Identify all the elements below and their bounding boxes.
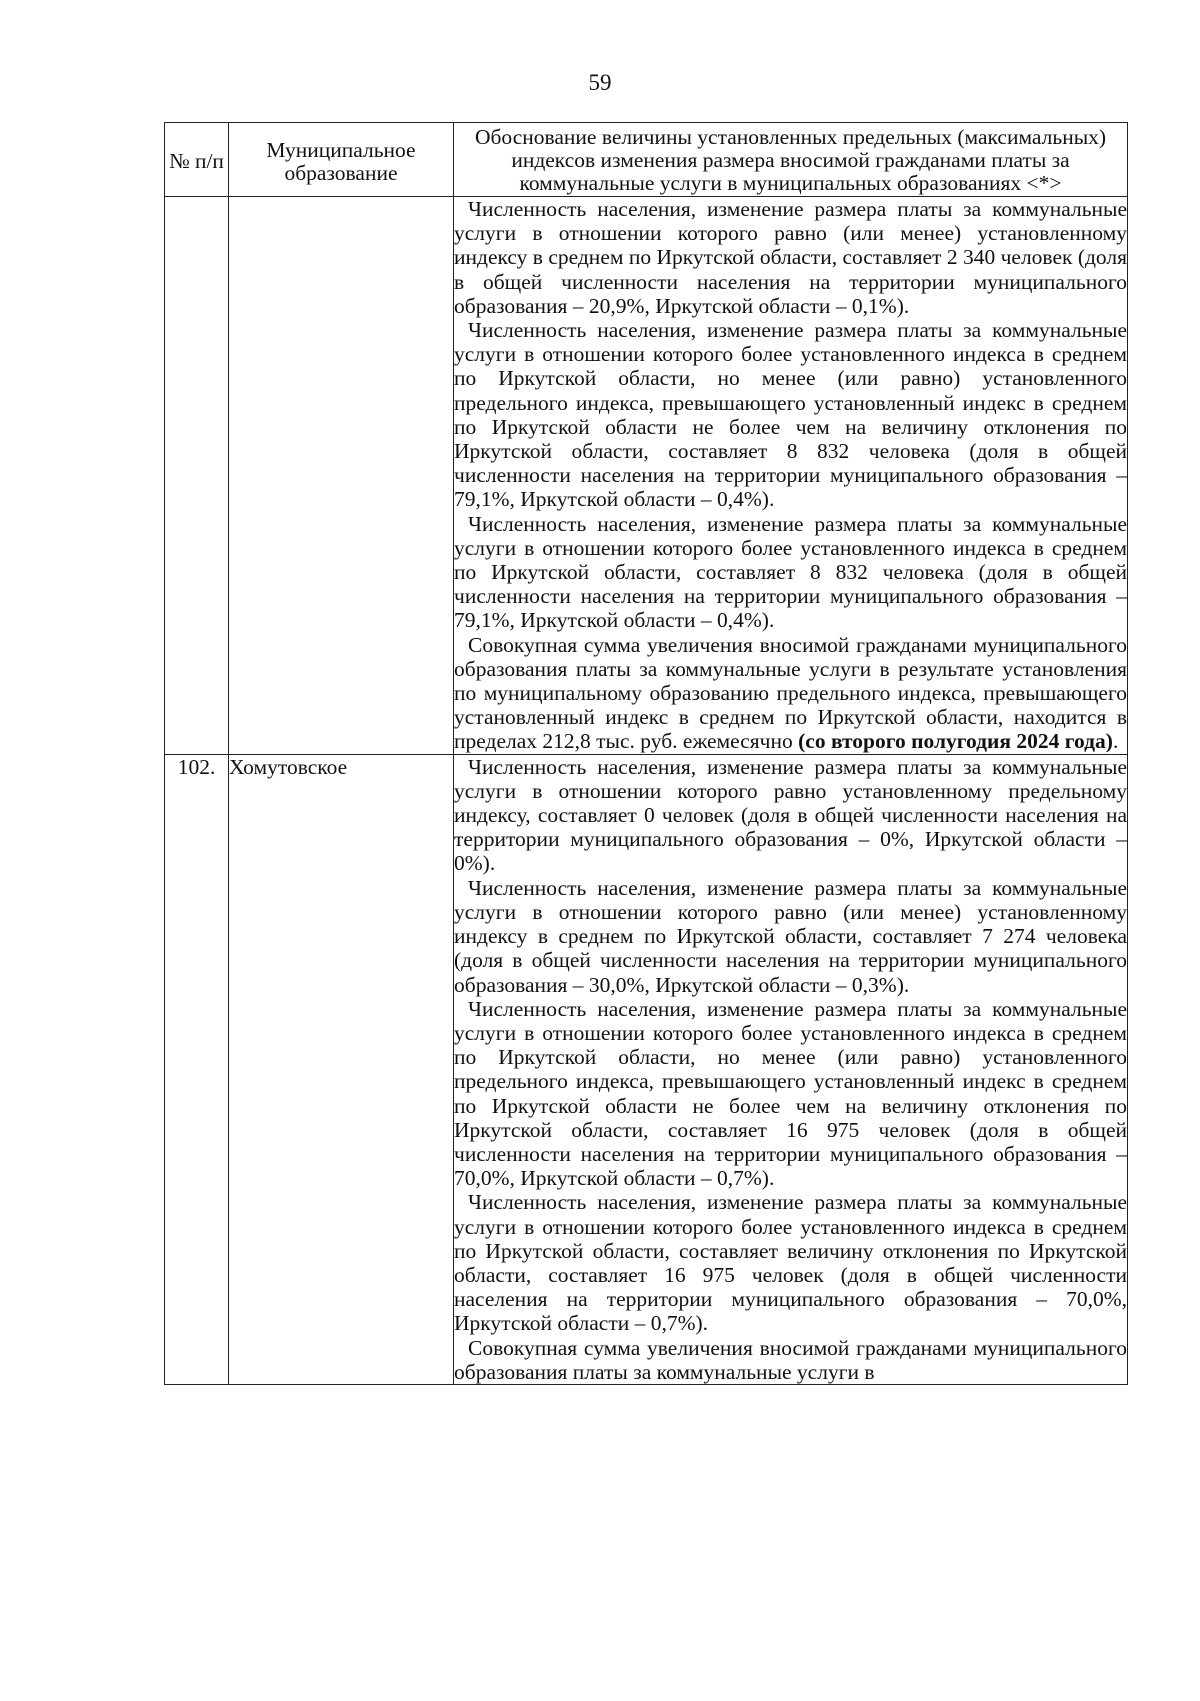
justification-paragraph: Численность населения, изменение размера платы за коммунальные услуги в отношении которого более установленного индекса в среднем по Иркутской области, составляет 8 832 человека (доля в общей численности населения на территории муниципального образования – 79,1%, Иркутской области – 0,4%). <box>454 511 1127 633</box>
table-row-continued <box>165 197 1128 755</box>
indices-table <box>164 122 1128 1385</box>
row-number-cell: 102. <box>165 754 229 1384</box>
justification-paragraph: Численность населения, изменение размера платы за коммунальные услуги в отношении которого более установленного индекса в среднем по Иркутской области, составляет величину отклонения по Иркутской области, составляет 16 975 человек (доля в общей численности населения на территории муниципального образования – 70,0%, Иркутской области – 0,7%). <box>454 1190 1127 1336</box>
header-number: № п/п <box>165 123 229 197</box>
table-header-row <box>165 123 1128 197</box>
row-justification-cell <box>454 197 1128 755</box>
justification-total-paragraph <box>454 633 1127 754</box>
total-period-bold: (со второго полугодия 2024 года) <box>798 729 1113 754</box>
justification-paragraph: Численность населения, изменение размера платы за коммунальные услуги в отношении которого равно установленному предельному индексу, составляет 0 человек (доля в общей численности населения на территории муниципального образования – 0%, Иркутской области – 0%). <box>454 754 1127 876</box>
justification-paragraph: Численность населения, изменение размера платы за коммунальные услуги в отношении которого более установленного индекса в среднем по Иркутской области, но менее (или равно) установленного предельного индекса, превышающего установленный индекс в среднем по Иркутской области не более чем на величину отклонения по Иркутской области, составляет 16 975 человек (доля в общей численности населения на территории муниципального образования – 70,0%, Иркутской области – 0,7%). <box>454 996 1127 1191</box>
justification-paragraph: Численность населения, изменение размера платы за коммунальные услуги в отношении которого равно (или менее) установленному индексу в среднем по Иркутской области, составляет 2 340 человек (доля в общей численности населения на территории муниципального образования – 20,9%, Иркутской области – 0,1%). <box>454 197 1127 318</box>
justification-paragraph: Численность населения, изменение размера платы за коммунальные услуги в отношении которого более установленного индекса в среднем по Иркутской области, но менее (или равно) установленного предельного индекса, превышающего установленный индекс в среднем по Иркутской области не более чем на величину отклонения по Иркутской области, составляет 8 832 человека (доля в общей численности населения на территории муниципального образования – 79,1%, Иркутской области – 0,4%). <box>454 318 1127 512</box>
row-justification-cell <box>454 754 1128 1384</box>
header-justification: Обоснование величины установленных предельных (максимальных) индексов изменения размера вносимой гражданами платы за коммунальные услуги в муниципальных образованиях <*> <box>454 123 1128 197</box>
row-municipality-cell: Хомутовское <box>229 754 454 1384</box>
row-number-cell <box>165 197 229 755</box>
justification-paragraph: Совокупная сумма увеличения вносимой гражданами муниципального образования платы за коммунальные услуги в <box>454 1335 1127 1384</box>
table-row-102 <box>165 754 1128 1384</box>
row-municipality-cell <box>229 197 454 755</box>
page-number: 59 <box>588 70 612 95</box>
total-end: . <box>1112 729 1119 754</box>
justification-paragraph: Численность населения, изменение размера платы за коммунальные услуги в отношении которого равно (или менее) установленному индексу в среднем по Иркутской области, составляет 7 274 человека (доля в общей численности населения на территории муниципального образования – 30,0%, Иркутской области – 0,3%). <box>454 875 1127 997</box>
total-text: Совокупная сумма увеличения вносимой гражданами муниципального образования платы за коммунальные услуги в результате установления по муниципальному образованию предельного индекса, превышающего установленный индекс в среднем по Иркутской области, находится в пределах 212,8 тыс. руб. ежемесячно <box>454 632 1127 754</box>
header-municipality: Муниципальное образование <box>229 123 454 197</box>
